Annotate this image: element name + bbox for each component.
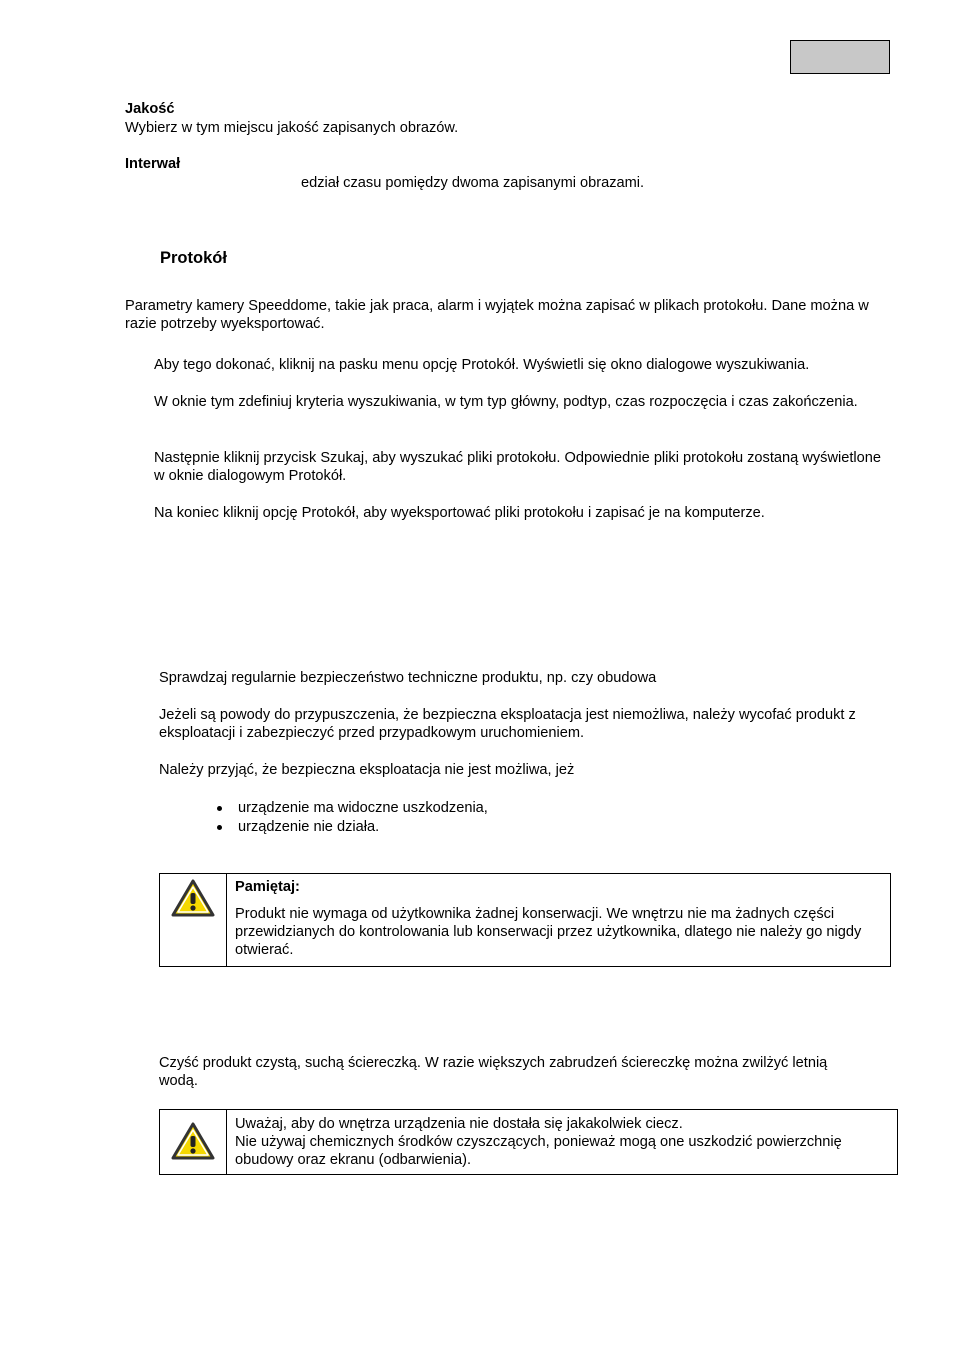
notice-line-2: Nie używaj chemicznych środków czyszczących, ponieważ mogą one uszkodzić powierzchnię obudowy oraz ekranu (odbarwienia). (235, 1134, 842, 1168)
protocol-step-3: Następnie kliknij przycisk Szukaj, aby wyszukać pliki protokołu. Odpowiednie pliki protokołu zostaną wyświetlone w oknie dialogowym Protokół. (154, 450, 881, 484)
maintenance-p3: Należy przyjąć, że bezpieczna eksploatacja nie jest możliwa, jeż (159, 762, 575, 778)
bullet-dot (217, 825, 222, 830)
warning-icon (170, 1121, 216, 1161)
notice-box-liquid (159, 1109, 898, 1175)
maintenance-p2: Jeżeli są powody do przypuszczenia, że bezpieczna eksploatacja jest niemożliwa, należy wycofać produkt z eksploatacji i zabezpieczyć przed przypadkowym uruchomieniem. (159, 707, 856, 741)
notice-line-1: Uważaj, aby do wnętrza urządzenia nie dostała się jakakolwiek ciecz. (235, 1116, 683, 1132)
notice-text-cell (227, 1110, 897, 1174)
protocol-intro: Parametry kamery Speeddome, takie jak praca, alarm i wyjątek można zapisać w plikach protokołu. Dane można w razie potrzeby wyeksportować. (125, 298, 869, 332)
maintenance-p1: Sprawdzaj regularnie bezpieczeństwo techniczne produktu, np. czy obudowa (159, 670, 657, 686)
quality-title: Jakość (125, 101, 175, 117)
list-item (238, 818, 838, 837)
cleaning-p1: Czyść produkt czystą, suchą ścierеczką. W razie większych zabrudzeń ściereczkę można zwilżyć letnią wodą. (159, 1055, 828, 1089)
quality-desc: Wybierz w tym miejscu jakość zapisanych obrazów. (125, 120, 459, 136)
notice-icon-cell (160, 874, 227, 966)
protocol-step-4: Na koniec kliknij opcję Protokół, aby wyeksportować pliki protokołu i zapisać je na komputerze. (154, 505, 765, 521)
bullet-dot (217, 806, 222, 811)
notice-box-remember (159, 873, 891, 967)
interval-desc: edział czasu pomiędzy dwoma zapisanymi obrazami. (301, 175, 645, 191)
interval-title: Interwał (125, 156, 181, 172)
protocol-heading: Protokół (160, 249, 227, 267)
page-tab-box (790, 40, 890, 74)
protocol-step-2: W oknie tym zdefiniuj kryteria wyszukiwania, w tym typ główny, podtyp, czas rozpoczęcia i czas zakończenia. (154, 394, 858, 410)
notice-title: Pamiętaj: (235, 879, 300, 895)
bullet-text: urządzenie nie działa. (238, 819, 380, 835)
bullet-text: urządzenie ma widoczne uszkodzenia, (238, 800, 488, 816)
list-item (238, 799, 838, 818)
notice-text-cell (227, 874, 890, 966)
warning-icon (170, 878, 216, 918)
protocol-step-1: Aby tego dokonać, kliknij na pasku menu opcję Protokół. Wyświetli się okno dialogowe wyszukiwania. (154, 357, 810, 373)
notice-icon-cell (160, 1110, 227, 1174)
maintenance-bullet-list (238, 799, 838, 837)
notice-text: Produkt nie wymaga od użytkownika żadnej konserwacji. We wnętrzu nie ma żadnych części przewidzianych do kontrolowania lub konserwacji przez użytkownika, dlatego nie należy go nigdy otwierać. (235, 906, 862, 958)
